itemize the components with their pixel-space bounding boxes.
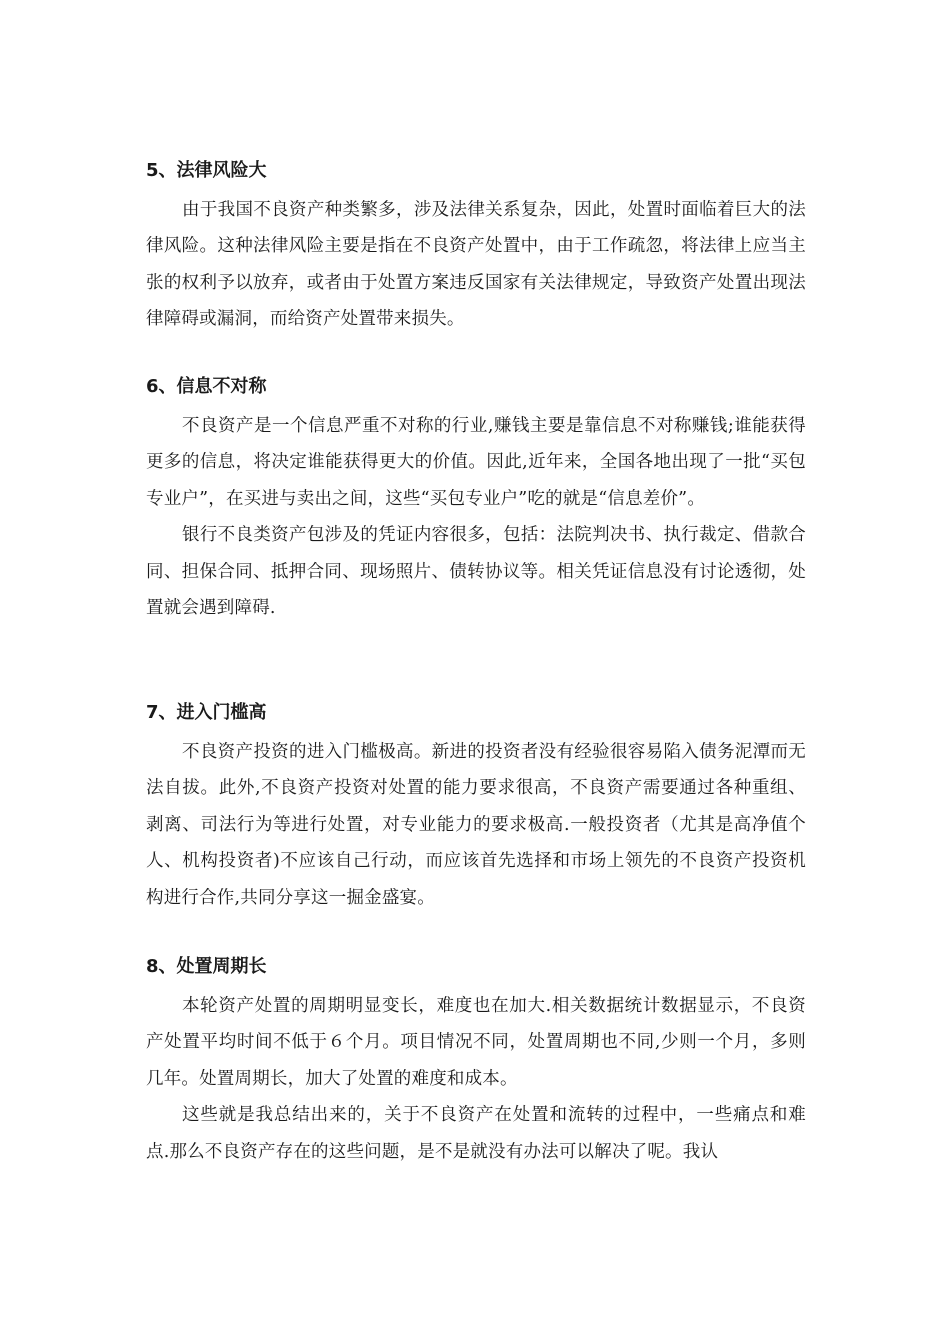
paragraph: 不良资产投资的进入门槛极高。新进的投资者没有经验很容易陷入债务泥潭而无法自拔。此外,不良资产投资对处置的能力要求很高，不良资产需要通过各种重组、剥离、司法行为等进行处置，对专业能力的要求极高.一般投资者（尤其是高净值个人、机构投资者)不应该自己行动，而应该首先选择和市场上领先的不良资产投资机构进行合作,共同分享这一掘金盛宴。 (146, 742, 806, 908)
section-long-disposal-cycle (146, 954, 806, 1170)
section-high-entry-barrier (146, 700, 806, 916)
paragraph: 银行不良类资产包涉及的凭证内容很多，包括：法院判决书、执行裁定、借款合同、担保合同、抵押合同、现场照片、债转协议等。相关凭证信息没有讨论透彻，处置就会遇到障碍. (146, 525, 806, 619)
section-legal-risk (146, 158, 806, 338)
paragraph: 这些就是我总结出来的，关于不良资产在处置和流转的过程中，一些痛点和难点.那么不良资产存在的这些问题，是不是就没有办法可以解决了呢。我认 (146, 1105, 806, 1162)
section-heading: 7、进入门槛高 (146, 702, 267, 723)
section-heading: 6、信息不对称 (146, 376, 267, 397)
paragraph: 不良资产是一个信息严重不对称的行业,赚钱主要是靠信息不对称赚钱;谁能获得更多的信息，将决定谁能获得更大的价值。因此,近年来，全国各地出现了一批“买包专业户”，在买进与卖出之间，这些“买包专业户”吃的就是“信息差价”。 (146, 416, 806, 509)
section-heading: 5、法律风险大 (146, 160, 267, 181)
paragraph: 本轮资产处置的周期明显变长，难度也在加大.相关数据统计数据显示，不良资产处置平均时间不低于６个月。项目情况不同，处置周期也不同,少则一个月，多则几年。处置周期长，加大了处置的难度和成本。 (146, 996, 806, 1089)
paragraph: 由于我国不良资产种类繁多，涉及法律关系复杂，因此，处置时面临着巨大的法律风险。这种法律风险主要是指在不良资产处置中，由于工作疏忽，将法律上应当主张的权利予以放弃，或者由于处置方案违反国家有关法律规定，导致资产处置出现法律障碍或漏洞，而给资产处置带来损失。 (146, 200, 806, 330)
section-heading: 8、处置周期长 (146, 956, 267, 977)
section-information-asymmetry (146, 374, 806, 626)
